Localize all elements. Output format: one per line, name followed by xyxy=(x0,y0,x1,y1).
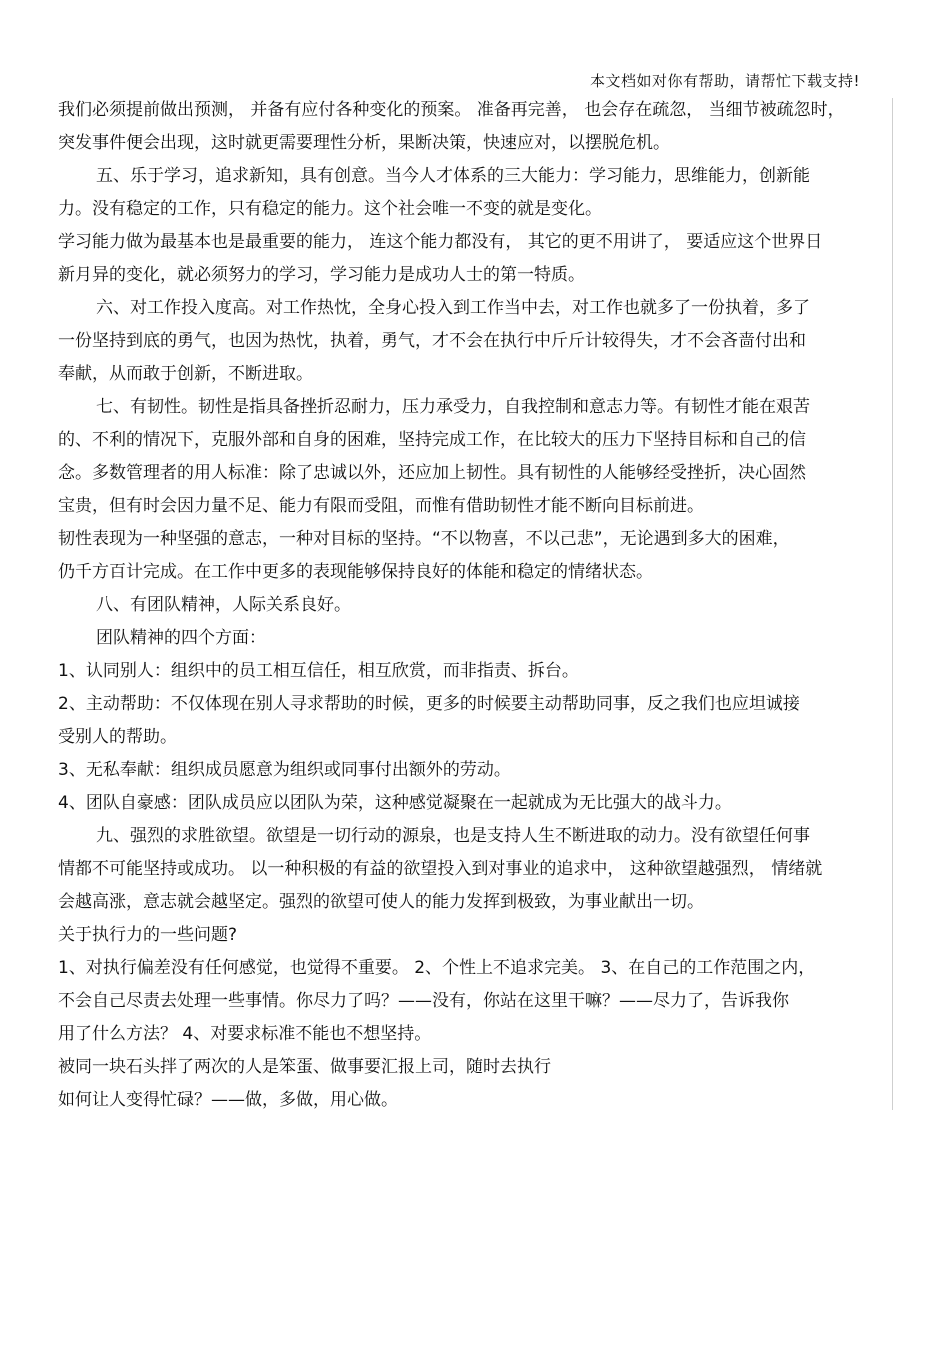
section-six-heading: 六、对工作投入度高。对工作热忱，全身心投入到工作当中去，对工作也就多了一份执着，多了 xyxy=(96,298,810,318)
text-line: 受别人的帮助。 xyxy=(58,727,177,747)
text-line: 力。没有稳定的工作，只有稳定的能力。这个社会唯一不变的就是变化。 xyxy=(58,199,602,219)
text-line: 会越高涨，意志就会越坚定。强烈的欲望可使人的能力发挥到极致，为事业献出一切。 xyxy=(58,892,704,912)
text-line: 我们必须提前做出预测， 并备有应付各种变化的预案。 准备再完善， 也会存在疏忽， 当细节被疏忽时， xyxy=(58,100,845,120)
text-line: 新月异的变化，就必须努力的学习，学习能力是成功人士的第一特质。 xyxy=(58,265,585,285)
text-line: 宝贵，但有时会因力量不足、能力有限而受阻，而惟有借助韧性才能不断向目标前进。 xyxy=(58,496,704,516)
section-eight-heading: 八、有团队精神，人际关系良好。 xyxy=(96,595,351,615)
text-line: 奉献，从而敢于创新，不断进取。 xyxy=(58,364,313,384)
text-line: 学习能力做为最基本也是最重要的能力， 连这个能力都没有， 其它的更不用讲了， 要适应这个世界日 xyxy=(58,232,823,252)
text-line: 突发事件便会出现，这时就更需要理性分析，果断决策，快速应对，以摆脱危机。 xyxy=(58,133,670,153)
section-five-heading: 五、乐于学习，追求新知，具有创意。当今人才体系的三大能力：学习能力，思维能力，创新能 xyxy=(96,166,810,186)
text-line: 情都不可能坚持或成功。 以一种积极的有益的欲望投入到对事业的追求中， 这种欲望越强烈， 情绪就 xyxy=(58,859,823,879)
text-line: 韧性表现为一种坚强的意志，一种对目标的坚持。“不以物喜，不以己悲”，无论遇到多大的困难， xyxy=(58,529,790,549)
section-nine-heading: 九、强烈的求胜欲望。欲望是一切行动的源泉，也是支持人生不断进取的动力。没有欲望任何事 xyxy=(96,826,810,846)
list-item: 3、无私奉献：组织成员愿意为组织或同事付出额外的劳动。 xyxy=(58,760,511,780)
list-item: 1、认同别人：组织中的员工相互信任，相互欣赏，而非指责、拆台。 xyxy=(58,661,579,681)
document-body xyxy=(58,94,898,1117)
section-seven-heading: 七、有韧性。韧性是指具备挫折忍耐力，压力承受力，自我控制和意志力等。有韧性才能在艰苦 xyxy=(96,397,810,417)
text-line: 用了什么方法？ 4、对要求标准不能也不想坚持。 xyxy=(58,1024,432,1044)
text-line: 一份坚持到底的勇气，也因为热忱，执着，勇气，才不会在执行中斤斤计较得失，才不会吝啬付出和 xyxy=(58,331,806,351)
text-line: 念。多数管理者的用人标准：除了忠诚以外，还应加上韧性。具有韧性的人能够经受挫折，决心固然 xyxy=(58,463,806,483)
text-line: 的、不利的情况下，克服外部和自身的困难，坚持完成工作，在比较大的压力下坚持目标和自己的信 xyxy=(58,430,806,450)
execution-questions-heading: 关于执行力的一些问题? xyxy=(58,925,238,945)
text-line: 被同一块石头拌了两次的人是笨蛋、做事要汇报上司，随时去执行 xyxy=(58,1057,551,1077)
text-line: 1、对执行偏差没有任何感觉，也觉得不重要。 2、个性上不追求完美。 3、在自己的工作范围之内， xyxy=(58,958,816,978)
list-item: 4、团队自豪感：团队成员应以团队为荣，这种感觉凝聚在一起就成为无比强大的战斗力。 xyxy=(58,793,732,813)
text-line: 不会自己尽责去处理一些事情。你尽力了吗？——没有，你站在这里干嘛？——尽力了，告诉我你 xyxy=(58,991,789,1011)
list-item: 2、主动帮助：不仅体现在别人寻求帮助的时候，更多的时候要主动帮助同事，反之我们也应坦诚接 xyxy=(58,694,800,714)
team-spirit-intro: 团队精神的四个方面： xyxy=(96,628,266,648)
text-line: 如何让人变得忙碌？——做，多做，用心做。 xyxy=(58,1090,398,1110)
header-note: 本文档如对你有帮助，请帮忙下载支持! xyxy=(590,72,861,90)
text-line: 仍千方百计完成。在工作中更多的表现能够保持良好的体能和稳定的情绪状态。 xyxy=(58,562,653,582)
